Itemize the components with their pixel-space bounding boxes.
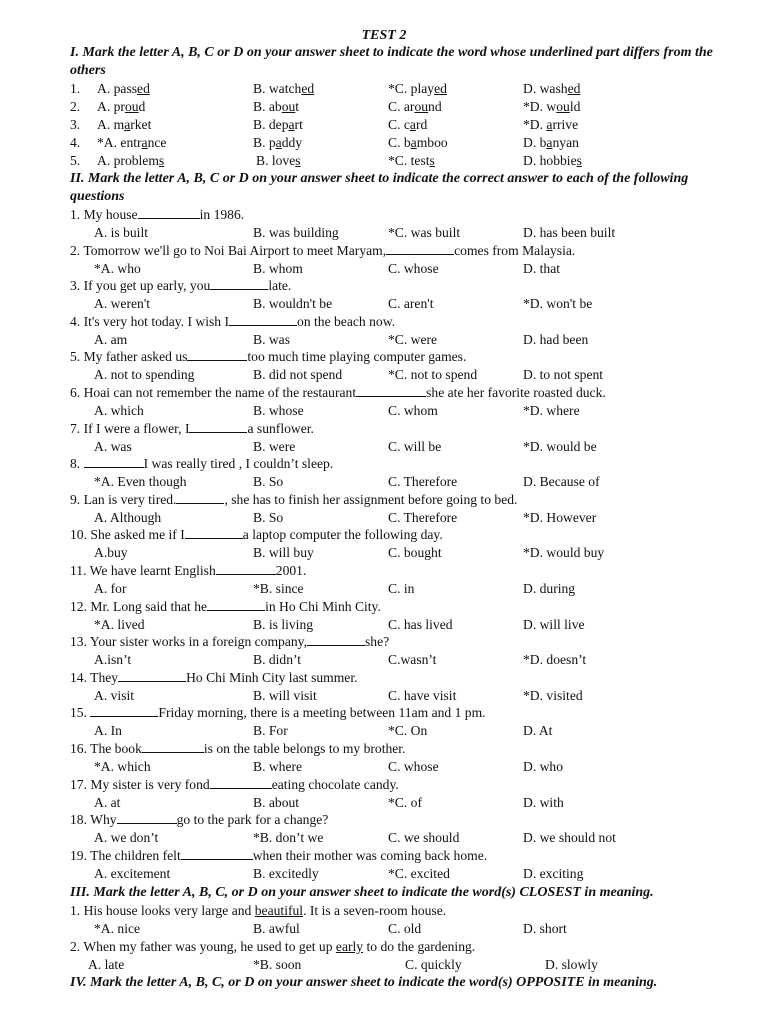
answer-blank[interactable] <box>189 420 247 433</box>
answer-option: A. passed <box>97 81 150 96</box>
pronunciation-question <box>0 80 768 98</box>
question-number: 1. <box>70 81 81 96</box>
answer-option: B. whom <box>253 261 303 276</box>
answer-option: A. weren't <box>94 296 151 311</box>
options-row <box>0 438 768 456</box>
answer-option: A. late <box>88 957 125 972</box>
answer-option: *B. since <box>253 581 304 596</box>
pronunciation-question <box>0 134 768 152</box>
options-row <box>0 260 768 278</box>
options-row <box>0 580 768 598</box>
options-row <box>0 865 768 883</box>
answer-option: *B. soon <box>253 957 302 972</box>
options-row <box>0 722 768 740</box>
answer-option: *C. not to spend <box>388 367 478 382</box>
answer-option: D. slowly <box>545 957 598 972</box>
answer-blank[interactable] <box>356 384 426 397</box>
question-text: 15. Friday morning, there is a meeting between 11am and 1 pm. <box>70 705 486 720</box>
answer-option: B. So <box>253 474 284 489</box>
answer-option: B. is living <box>253 617 314 632</box>
answer-option: *C. excited <box>388 866 450 881</box>
answer-option: A. market <box>97 117 152 132</box>
answer-option: *C. were <box>388 332 438 347</box>
question-text: 2. When my father was young, he used to get up early to do the gardening. <box>70 939 476 954</box>
options-row <box>0 295 768 313</box>
underlined-part: a <box>546 117 553 132</box>
options-row <box>0 920 768 938</box>
answer-option: A. is built <box>94 225 149 240</box>
question-text: 9. Lan is very tired. , she has to finish her assignment before going to bed. <box>70 492 518 507</box>
answer-blank[interactable] <box>229 313 297 326</box>
question-stem <box>0 776 768 794</box>
answer-option: A. excitement <box>94 866 171 881</box>
answer-blank[interactable] <box>386 242 454 255</box>
answer-option: *A. which <box>94 759 151 774</box>
options-row <box>0 651 768 669</box>
answer-option: A. at <box>94 795 121 810</box>
answer-option: B. were <box>253 439 296 454</box>
underlined-part: ou <box>124 99 139 114</box>
answer-option: *C. was built <box>388 225 461 240</box>
answer-option: A.buy <box>94 545 128 560</box>
question-text: 7. If I were a flower, I a sunflower. <box>70 421 314 436</box>
answer-option: D. who <box>523 759 564 774</box>
answer-option: *C. tests <box>388 153 435 168</box>
question-stem <box>0 242 768 260</box>
answer-option: B. was building <box>253 225 339 240</box>
answer-option: D. banyan <box>523 135 579 150</box>
question-text: 2. Tomorrow we'll go to Noi Bai Airport to meet Maryam, comes from Malaysia. <box>70 243 576 258</box>
answer-option: B. watched <box>253 81 315 96</box>
options-row <box>0 509 768 527</box>
answer-option: *D. won't be <box>523 296 593 311</box>
answer-option: D. to not spent <box>523 367 604 382</box>
answer-option: B. will buy <box>253 545 314 560</box>
answer-option: C. bamboo <box>388 135 448 150</box>
answer-option: *A. lived <box>94 617 145 632</box>
answer-blank[interactable] <box>181 847 253 860</box>
pronunciation-question <box>0 116 768 134</box>
question-stem <box>0 277 768 295</box>
answer-option: A. not to spending <box>94 367 195 382</box>
question-text: 17. My sister is very fond eating chocolate candy. <box>70 777 399 792</box>
question-text: 1. His house looks very large and beautiful. It is a seven-room house. <box>70 903 447 918</box>
answer-blank[interactable] <box>185 526 243 539</box>
question-text: 11. We have learnt English 2001. <box>70 563 307 578</box>
underlined-part: a <box>124 117 131 132</box>
answer-option: A. am <box>94 332 128 347</box>
underlined-part: ou <box>556 99 570 114</box>
answer-option: D. will live <box>523 617 585 632</box>
question-stem <box>0 313 768 331</box>
options-row <box>0 687 768 705</box>
answer-option: C. Therefore <box>388 474 458 489</box>
question-text: 13. Your sister works in a foreign company, she? <box>70 634 390 649</box>
answer-option: B. wouldn't be <box>253 296 333 311</box>
underlined-part: ed <box>137 81 150 96</box>
answer-option: B. excitedly <box>253 866 319 881</box>
question-stem <box>0 847 768 865</box>
answer-option: D. Because of <box>523 474 600 489</box>
answer-option: *D. arrive <box>523 117 579 132</box>
answer-option: B. whose <box>253 403 304 418</box>
options-row <box>0 402 768 420</box>
options-row <box>0 758 768 776</box>
answer-option: *D. doesn’t <box>523 652 587 667</box>
options-row <box>0 366 768 384</box>
answer-option: *D. would buy <box>523 545 605 560</box>
answer-option: *D. visited <box>523 688 583 703</box>
underlined-part: ou <box>414 99 429 114</box>
options-row <box>0 616 768 634</box>
question-stem <box>0 455 768 473</box>
answer-option: C. old <box>388 921 422 936</box>
answer-option: D. exciting <box>523 866 584 881</box>
answer-blank[interactable] <box>210 277 268 290</box>
underlined-part: a <box>275 135 282 150</box>
question-stem <box>0 633 768 651</box>
answer-option: A. proud <box>97 99 146 114</box>
answer-blank[interactable] <box>207 598 265 611</box>
underlined-part: a <box>141 135 148 150</box>
answer-option: C. aren't <box>388 296 434 311</box>
answer-option: *D. However <box>523 510 597 525</box>
options-row <box>0 331 768 349</box>
answer-option: B. will visit <box>253 688 317 703</box>
underlined-part: ed <box>301 81 315 96</box>
underlined-part: a <box>410 135 417 150</box>
answer-blank[interactable] <box>118 669 186 682</box>
question-stem <box>0 348 768 366</box>
answer-option: C. whose <box>388 261 439 276</box>
answer-option: D. hobbies <box>523 153 582 168</box>
question-stem <box>0 562 768 580</box>
answer-option: A.isn’t <box>94 652 132 667</box>
options-row <box>0 473 768 491</box>
answer-option: C. around <box>388 99 442 114</box>
question-number: 3. <box>70 117 81 132</box>
answer-option: A. which <box>94 403 144 418</box>
underlined-part: s <box>429 153 435 168</box>
answer-blank[interactable] <box>117 811 177 824</box>
answer-blank[interactable] <box>216 562 276 575</box>
page-title: TEST 2 <box>361 28 407 43</box>
question-stem <box>0 938 768 956</box>
underlined-part: s <box>576 153 582 168</box>
question-stem <box>0 206 768 224</box>
question-text: 14. They Ho Chi Minh City last summer. <box>70 670 358 685</box>
question-text: 10. She asked me if I a laptop computer the following day. <box>70 527 443 542</box>
answer-option: C. card <box>388 117 428 132</box>
answer-option: A. we don’t <box>94 830 159 845</box>
answer-blank[interactable] <box>187 348 247 361</box>
answer-option: *C. played <box>388 81 447 96</box>
underlined-part: ed <box>434 81 447 96</box>
question-stem <box>0 902 768 920</box>
question-text: 1. My house in 1986. <box>70 207 245 222</box>
question-stem <box>0 384 768 402</box>
question-text: 8. I was really tired , I couldn’t sleep. <box>70 456 334 471</box>
options-row <box>0 956 768 974</box>
underlined-part: ed <box>567 81 581 96</box>
question-text: 18. Why go to the park for a change? <box>70 812 329 827</box>
answer-option: C. has lived <box>388 617 453 632</box>
answer-option: A. problems <box>97 153 165 168</box>
options-row <box>0 829 768 847</box>
question-stem <box>0 704 768 722</box>
answer-option: D. with <box>523 795 564 810</box>
answer-option: C. Therefore <box>388 510 458 525</box>
answer-option: A. visit <box>94 688 135 703</box>
answer-option: C. have visit <box>388 688 457 703</box>
answer-option: B. So <box>253 510 284 525</box>
answer-blank[interactable] <box>142 740 204 753</box>
answer-option: D. At <box>523 723 553 738</box>
answer-option: D. during <box>523 581 576 596</box>
answer-option: *A. Even though <box>94 474 187 489</box>
answer-option: D. had been <box>523 332 589 347</box>
question-text: 19. The children felt when their mother was coming back home. <box>70 848 488 863</box>
question-stem <box>0 740 768 758</box>
answer-option: B. depart <box>253 117 303 132</box>
pronunciation-question <box>0 98 768 116</box>
answer-option: C. quickly <box>405 957 462 972</box>
answer-option: *A. nice <box>94 921 141 936</box>
answer-option: B. paddy <box>253 135 303 150</box>
question-stem <box>0 526 768 544</box>
answer-option: *D. would be <box>523 439 597 454</box>
answer-option: C. in <box>388 581 415 596</box>
answer-option: *A. who <box>94 261 141 276</box>
answer-option: C. will be <box>388 439 442 454</box>
question-number: 4. <box>70 135 81 150</box>
question-stem <box>0 420 768 438</box>
answer-option: B. about <box>253 99 300 114</box>
question-stem <box>0 669 768 687</box>
underlined-part: a <box>409 117 416 132</box>
answer-option: A. for <box>94 581 127 596</box>
answer-option: A. Although <box>94 510 162 525</box>
section-heading: III. Mark the letter A, B, C, or D on your answer sheet to indicate the word(s) CLOSEST in meaning. <box>70 885 654 900</box>
answer-option: A. was <box>94 439 132 454</box>
answer-option: A. In <box>94 723 122 738</box>
underlined-word: beautiful <box>254 903 304 918</box>
answer-blank[interactable] <box>84 455 144 468</box>
answer-option: C. whom <box>388 403 438 418</box>
answer-option: C. bought <box>388 545 442 560</box>
answer-blank[interactable] <box>307 633 365 646</box>
question-stem <box>0 811 768 829</box>
answer-option: B. about <box>253 795 300 810</box>
answer-option: D. short <box>523 921 567 936</box>
answer-blank[interactable] <box>90 704 158 717</box>
underlined-part: a <box>546 135 553 150</box>
answer-option: B. loves <box>256 153 301 168</box>
answer-blank[interactable] <box>138 206 200 219</box>
question-text: 16. The book is on the table belongs to my brother. <box>70 741 406 756</box>
answer-option: *B. don’t we <box>253 830 324 845</box>
underlined-word: early <box>335 939 364 954</box>
answer-option: *A. entrance <box>97 135 167 150</box>
answer-option: B. where <box>253 759 303 774</box>
options-row <box>0 224 768 242</box>
question-number: 2. <box>70 99 81 114</box>
answer-option: B. For <box>253 723 288 738</box>
question-text: 4. It's very hot today. I wish I on the beach now. <box>70 314 396 329</box>
answer-option: *C. On <box>388 723 428 738</box>
underlined-part: ou <box>281 99 296 114</box>
answer-blank[interactable] <box>176 491 224 504</box>
answer-option: D. that <box>523 261 560 276</box>
answer-option: B. awful <box>253 921 300 936</box>
question-text: 12. Mr. Long said that he in Ho Chi Minh City. <box>70 599 381 614</box>
answer-option: D. we should not <box>523 830 616 845</box>
answer-option: *D. would <box>523 99 581 114</box>
question-stem <box>0 598 768 616</box>
answer-option: B. didn’t <box>253 652 302 667</box>
underlined-part: s <box>295 153 301 168</box>
answer-option: B. did not spend <box>253 367 343 382</box>
question-text: 5. My father asked us too much time playing computer games. <box>70 349 467 364</box>
answer-option: C.wasn’t <box>388 652 437 667</box>
answer-option: *C. of <box>388 795 422 810</box>
section-heading: II. Mark the letter A, B, C or D on your answer sheet to indicate the correct answer to each of the following questions <box>70 171 689 204</box>
answer-option: D. has been built <box>523 225 616 240</box>
answer-blank[interactable] <box>210 776 272 789</box>
options-row <box>0 544 768 562</box>
question-number: 5. <box>70 153 81 168</box>
answer-option: *D. where <box>523 403 580 418</box>
answer-option: C. we should <box>388 830 460 845</box>
underlined-part: a <box>288 117 295 132</box>
options-row <box>0 794 768 812</box>
question-text: 6. Hoai can not remember the name of the restaurant she ate her favorite roasted duck. <box>70 385 606 400</box>
answer-option: B. was <box>253 332 291 347</box>
underlined-part: s <box>158 153 165 168</box>
section-heading: IV. Mark the letter A, B, C, or D on your answer sheet to indicate the word(s) OPPOSITE in meaning. <box>70 975 658 990</box>
question-text: 3. If you get up early, you late. <box>70 278 292 293</box>
pronunciation-question <box>0 152 768 170</box>
answer-option: D. washed <box>523 81 581 96</box>
section-heading: I. Mark the letter A, B, C or D on your answer sheet to indicate the word whose underlined part differs from the others <box>70 45 713 78</box>
answer-option: C. whose <box>388 759 439 774</box>
question-stem <box>0 491 768 509</box>
